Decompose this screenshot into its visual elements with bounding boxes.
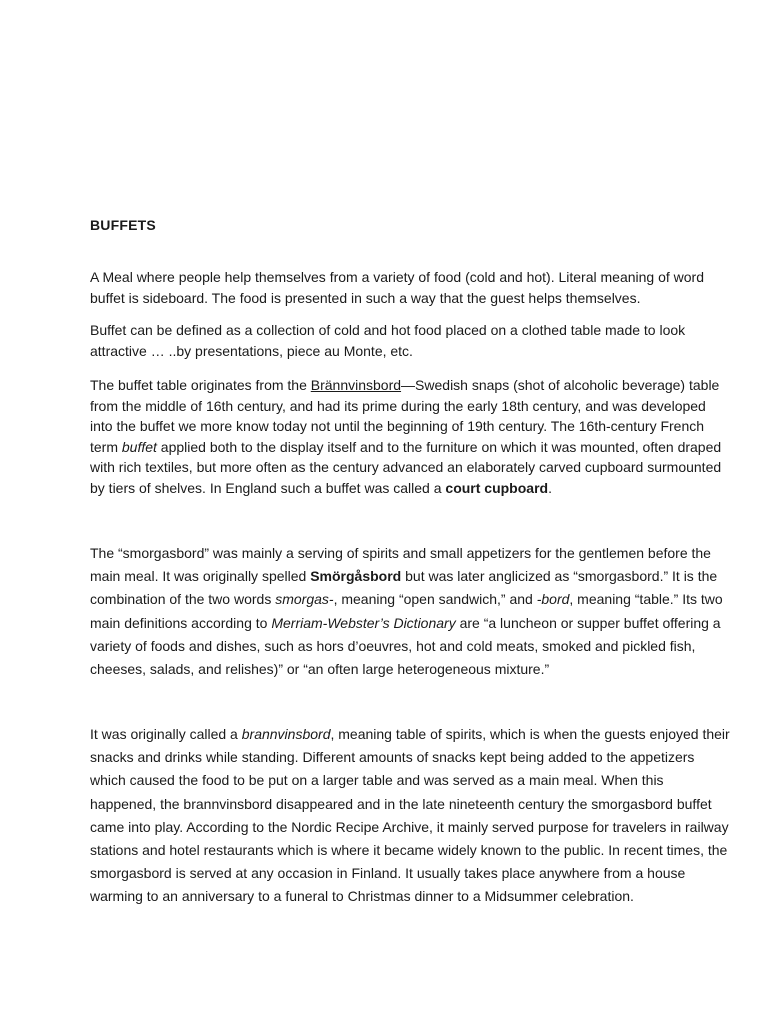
text-span: . (548, 479, 552, 496)
text-span: , meaning table of spirits, which is when the guests enjoyed their snacks and drinks while standing. Different amounts of snacks kept being added to the appetizers which caused the food to be put on a larger table and was served as a main meal. When this happened, the brannvinsbord disappeared and in the late nineteenth century the smorgasbord buffet came into play. According to the Nordic Recipe Archive, it mainly served purpose for travelers in railway stations and hotel restaurants which is where it became widely known to the public. In recent times, the smorgasbord is served at any occasion in Finland. It usually takes place anywhere from a house warming to an anniversary to a funeral to Christmas dinner to a Midsummer celebration. (90, 726, 730, 905)
emphasis-text: buffet (121, 438, 157, 455)
emphasis-text: smorgas- (275, 591, 334, 608)
emphasis-text: Merriam-Webster’s Dictionary (271, 614, 456, 631)
text-span: are “a luncheon or supper buffet offering a variety of foods and dishes, such as hors d’oeuvres, hot and cold meats, smoked and pickled fish, cheeses, salads, and relishes)” or “an often large heterogeneous mixture.” (90, 614, 721, 678)
emphasis-text: -bord (536, 591, 570, 608)
paragraph-text: Buffet can be defined as a collection of cold and hot food placed on a clothed table made to look attractive … ..by presentations, piece au Monte, etc. (90, 322, 686, 359)
text-span: The “smorgasbord” was mainly a serving of spirits and small appetizers for the gentlemen before the main meal. It was originally spelled (90, 545, 711, 585)
paragraph-definition (90, 267, 730, 308)
text-span: , meaning “table.” Its two main definitions according to (90, 591, 723, 631)
page-title: BUFFETS (90, 217, 156, 233)
paragraph-text: A Meal where people help themselves from a variety of food (cold and hot). Literal meaning of word buffet is sideboard. The food is presented in such a way that the guest helps themselves. (90, 269, 704, 306)
text-span: , meaning “open sandwich,” and (333, 591, 537, 608)
text-span: —Swedish snaps (shot of alcoholic beverage) table from the middle of 16th century, and had its prime during the early 18th century, and was developed into the buffet we more know today not until the beginning of 19th century. The 16th-century French term (90, 377, 720, 455)
paragraph-buffet-defined (90, 320, 730, 361)
bold-text: Smörgåsbord (310, 568, 402, 585)
text-span: The buffet table originates from the (90, 377, 311, 393)
emphasis-text: brannvinsbord (241, 726, 331, 742)
paragraph-brannvinsbord (90, 723, 730, 909)
bold-text: court cupboard (445, 479, 549, 496)
text-span: applied both to the display itself and to the furniture on which it was mounted, often draped with rich textiles, but more often as the century advanced an elaborately carved cupboard surmounted by tiers of shelves. In England such a buffet was called a (90, 438, 722, 496)
text-span: but was later anglicized as “smorgasbord.” It is the combination of the two words (90, 568, 718, 608)
paragraph-smorgasbord (90, 542, 730, 681)
brannvinsbord-link[interactable]: Brännvinsbord (310, 377, 402, 393)
paragraph-buffet-origin (90, 375, 730, 498)
text-span: It was originally called a (90, 726, 242, 742)
